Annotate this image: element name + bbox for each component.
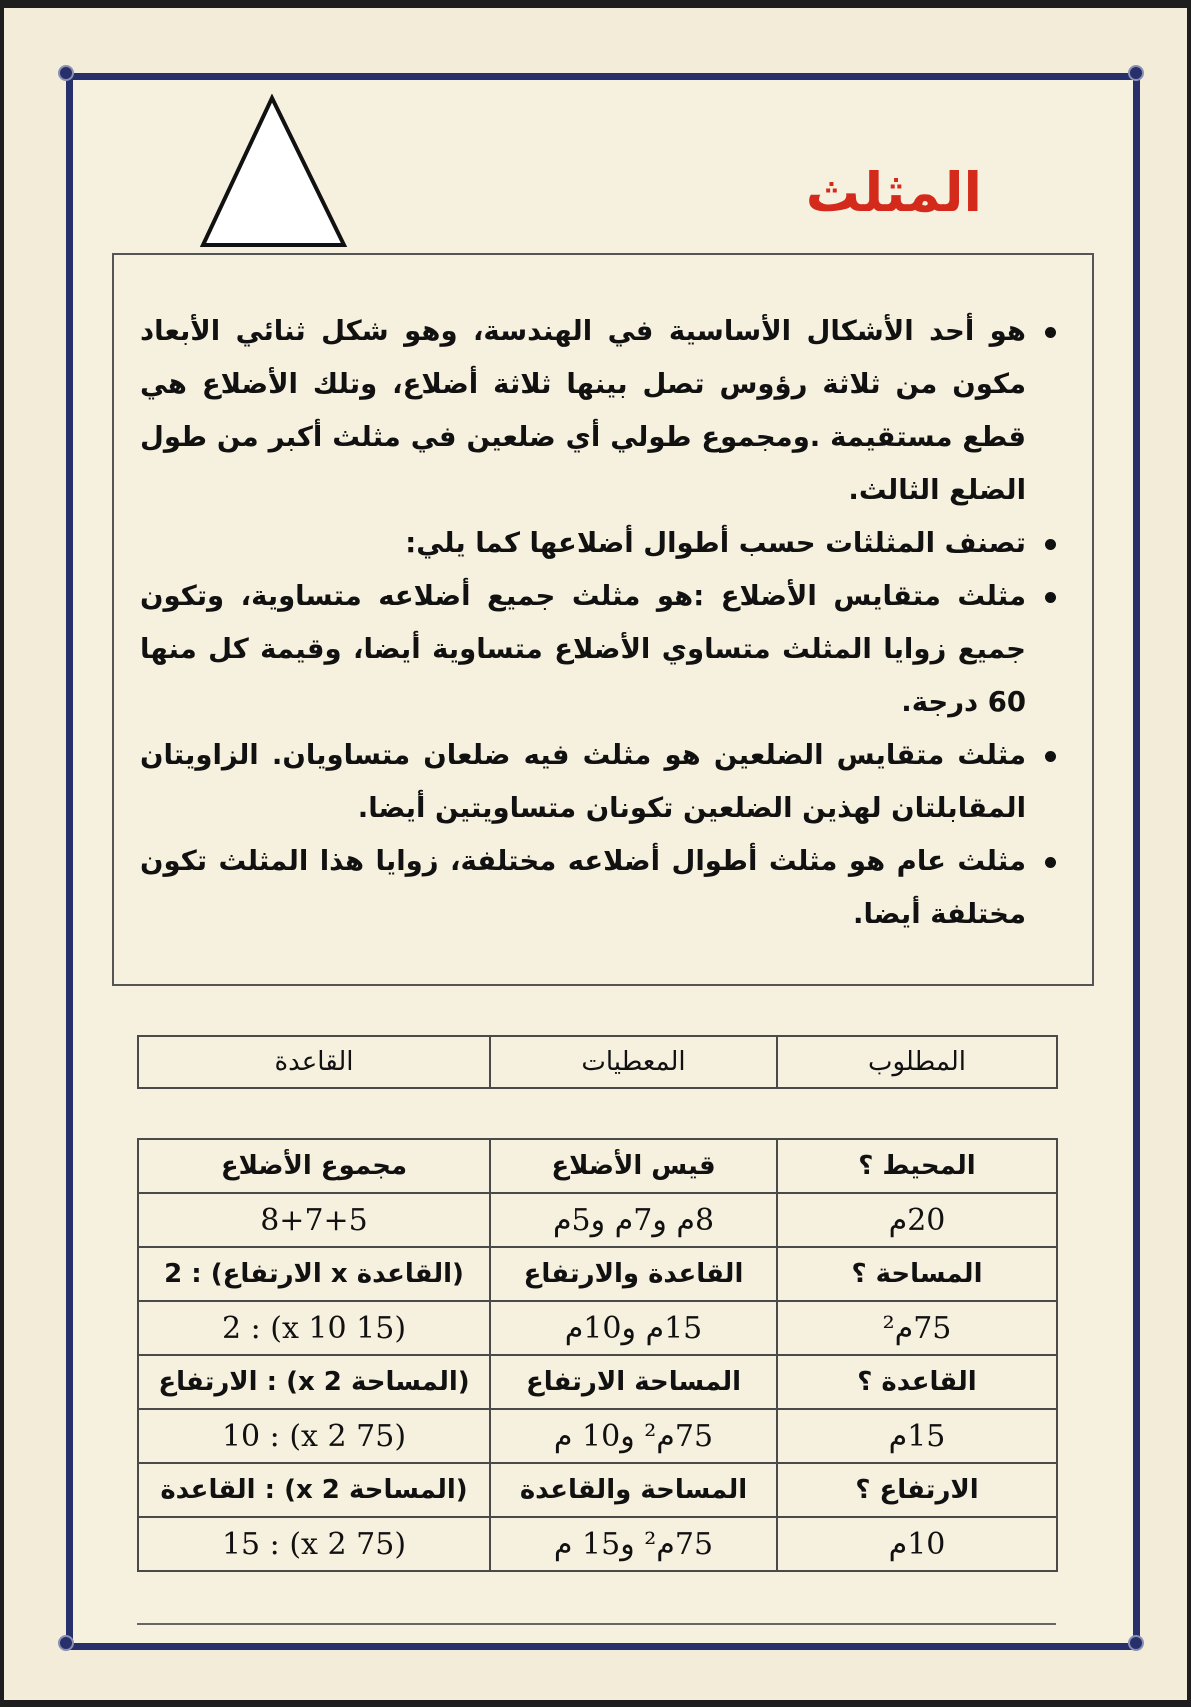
bullet-text: مثلث عام هو مثلث أطوال أضلاعه مختلفة، زوايا هذا المثلث تكون مختلفة أيضا.	[140, 845, 1026, 930]
bullet-text: هو أحد الأشكال الأساسية في الهندسة، وهو شكل ثنائي الأبعاد مكون من ثلاثة رؤوس تصل بينها ثلاثة أضلاع، وتلك الأضلاع هي قطع مستقيمة .ومجموع طولي أي ضلعين في مثلث أكبر من طول الضلع الثالث.	[140, 315, 1026, 506]
table-row	[138, 1463, 1057, 1517]
cell-given: قيس الأضلاع	[490, 1139, 777, 1193]
cell-rule: 8+7+5	[138, 1193, 490, 1247]
cell-required: 75م²	[777, 1301, 1057, 1355]
bullet-item	[140, 305, 1056, 517]
cell-required: المحيط ؟	[777, 1139, 1057, 1193]
bullet-text: مثلث متقايس الأضلاع :هو مثلث جميع أضلاعه متساوية، وتكون جميع زوايا المثلث متساوي الأضلاع متساوية أيضا، وقيمة كل منها 60 درجة.	[140, 580, 1026, 718]
cell-given: 8م و7م و5م	[490, 1193, 777, 1247]
cell-required: 10م	[777, 1517, 1057, 1571]
bullet-dot-icon	[1045, 751, 1056, 762]
cell-given: 75م² و15 م	[490, 1517, 777, 1571]
table-row	[138, 1247, 1057, 1301]
table-header-row	[138, 1036, 1057, 1088]
bullet-dot-icon	[1045, 539, 1056, 550]
cell-given: 75م² و10 م	[490, 1409, 777, 1463]
formula-table	[137, 1138, 1058, 1572]
frame-corner-bottom-right	[1128, 1635, 1144, 1651]
bullet-item	[140, 835, 1056, 941]
bullet-text: تصنف المثلثات حسب أطوال أضلاعها كما يلي:	[405, 527, 1026, 559]
cell-rule: (75 x 2) : 15	[138, 1517, 490, 1571]
cell-rule: (75 x 2) : 10	[138, 1409, 490, 1463]
frame-corner-bottom-left	[58, 1635, 74, 1651]
bullet-item	[140, 729, 1056, 835]
page-title: المثلث	[805, 161, 982, 224]
cell-rule: مجموع الأضلاع	[138, 1139, 490, 1193]
bullet-item	[140, 570, 1056, 729]
table-row	[138, 1517, 1057, 1571]
table-row	[138, 1355, 1057, 1409]
bullet-dot-icon	[1045, 857, 1056, 868]
bullet-item	[140, 517, 1056, 570]
page-sheet	[4, 8, 1187, 1700]
cell-required: القاعدة ؟	[777, 1355, 1057, 1409]
header-rule: القاعدة	[138, 1036, 490, 1088]
frame-corner-top-left	[58, 65, 74, 81]
header-given: المعطيات	[490, 1036, 777, 1088]
triangle-illustration	[199, 94, 349, 249]
table-row	[138, 1193, 1057, 1247]
bullet-dot-icon	[1045, 592, 1056, 603]
bottom-divider	[137, 1623, 1056, 1625]
cell-required: المساحة ؟	[777, 1247, 1057, 1301]
bullet-text: مثلث متقايس الضلعين هو مثلث فيه ضلعان متساويان. الزاويتان المقابلتان لهذين الضلعين تكونان متساويتين أيضا.	[140, 739, 1026, 824]
cell-required: 15م	[777, 1409, 1057, 1463]
frame-corner-top-right	[1128, 65, 1144, 81]
cell-given: المساحة والقاعدة	[490, 1463, 777, 1517]
header-required: المطلوب	[777, 1036, 1057, 1088]
table-row	[138, 1301, 1057, 1355]
cell-rule: (المساحة x 2) : القاعدة	[138, 1463, 490, 1517]
cell-rule: (القاعدة x الارتفاع) : 2	[138, 1247, 490, 1301]
cell-required: الارتفاع ؟	[777, 1463, 1057, 1517]
cell-given: القاعدة والارتفاع	[490, 1247, 777, 1301]
definition-box	[112, 253, 1094, 986]
table-row	[138, 1409, 1057, 1463]
definition-list	[140, 305, 1056, 941]
cell-given: المساحة الارتفاع	[490, 1355, 777, 1409]
bullet-dot-icon	[1045, 327, 1056, 338]
cell-required: 20م	[777, 1193, 1057, 1247]
formula-header-table	[137, 1035, 1058, 1089]
cell-rule: (المساحة x 2) : الارتفاع	[138, 1355, 490, 1409]
table-row	[138, 1139, 1057, 1193]
cell-given: 15م و10م	[490, 1301, 777, 1355]
cell-rule: (15 x 10) : 2	[138, 1301, 490, 1355]
